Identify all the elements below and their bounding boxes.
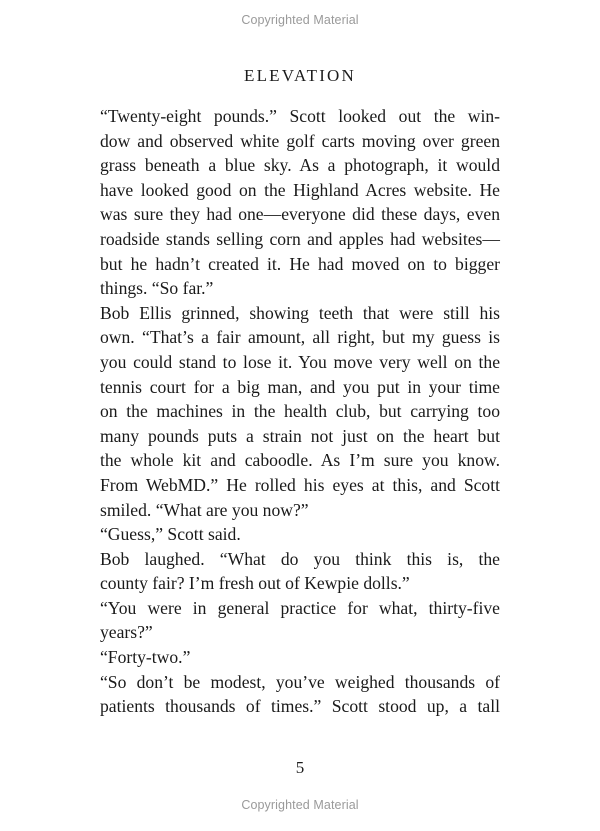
text-line: was sure they had one—everyone did these days, even — [100, 204, 500, 225]
page-number: 5 — [295, 758, 305, 777]
text-line: “Twenty-eight pounds.” Scott looked out the win- — [100, 106, 500, 126]
text-line: you could stand to lose it. You move very well on the — [100, 351, 500, 372]
text-line: have looked good on the Highland Acres website. He — [100, 179, 500, 200]
text-line: From WebMD.” He rolled his eyes at this, and Scott — [100, 474, 500, 495]
text-line: tennis court for a big man, and you put in your time — [100, 376, 500, 397]
running-head-title: ELEVATION — [243, 66, 357, 85]
text-line: “Forty-two.” — [100, 647, 191, 668]
page-body-text — [100, 104, 500, 719]
text-line: grass beneath a blue sky. As a photograph, it would — [100, 155, 500, 176]
text-line: the whole kit and caboodle. As I’m sure you know. — [100, 450, 500, 471]
text-line: county fair? I’m fresh out of Kewpie dolls.” — [100, 573, 410, 594]
text-line: “Guess,” Scott said. — [100, 524, 241, 545]
text-line: years?” — [100, 622, 153, 643]
text-line: patients thousands of times.” Scott stood up, a tall — [100, 696, 500, 717]
text-line: “You were in general practice for what, thirty-five — [100, 597, 500, 618]
text-line: Bob Ellis grinned, showing teeth that were still his — [100, 302, 500, 323]
text-line: smiled. “What are you now?” — [100, 499, 309, 520]
text-line: Bob laughed. “What do you think this is, the — [100, 548, 500, 569]
copyright-watermark-bottom: Copyrighted Material — [241, 798, 359, 812]
text-line: but he hadn’t created it. He had moved on to bigger — [100, 253, 500, 274]
text-line: own. “That’s a fair amount, all right, but my guess is — [100, 327, 500, 348]
text-line: “So don’t be modest, you’ve weighed thousands of — [100, 671, 500, 692]
text-line: dow and observed white golf carts moving over green — [100, 130, 500, 151]
text-line: many pounds puts a strain not just on the heart but — [100, 425, 500, 446]
text-line: roadside stands selling corn and apples had websites— — [100, 228, 500, 249]
copyright-watermark-top: Copyrighted Material — [241, 13, 359, 27]
text-line: things. “So far.” — [100, 278, 214, 299]
text-line: on the machines in the health club, but carrying too — [100, 401, 500, 422]
